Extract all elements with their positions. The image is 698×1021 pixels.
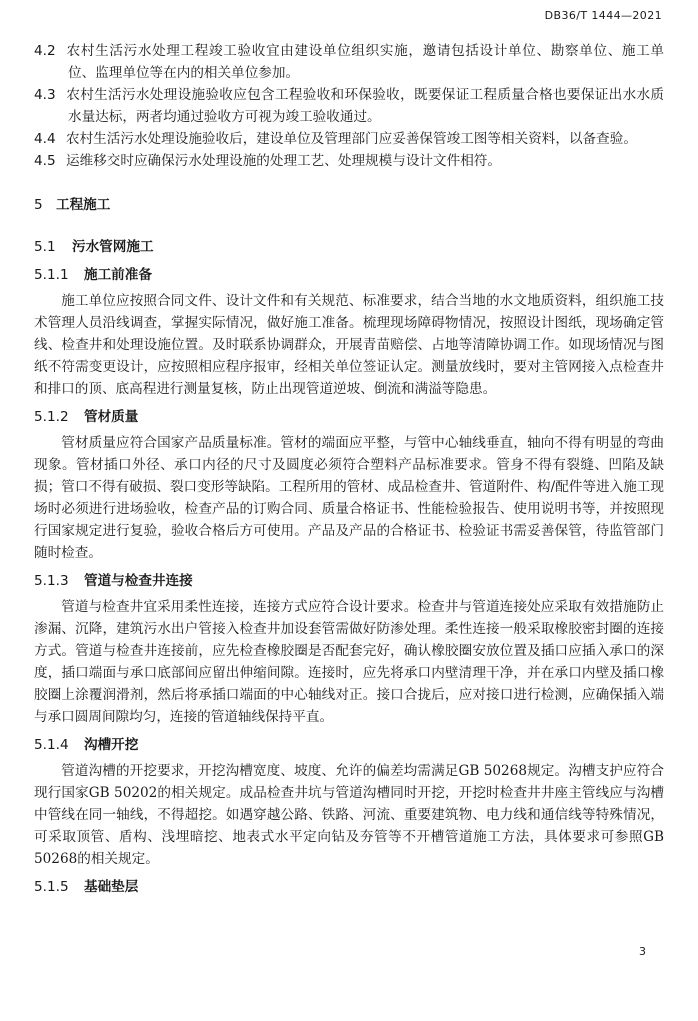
section-number: 5.1.1 — [34, 267, 69, 283]
paragraph-5-1-2: 管材质量应符合国家产品质量标准。管材的端面应平整，与管中心轴线垂直，轴向不得有明显的弯曲现象。管材插口外径、承口内径的尺寸及圆度必须符合塑料产品标准要求。管身不得有裂缝、凹陷及缺损；管口不得有破损、裂口变形等缺陷。工程所用的管材、成品检查井、管道附件、构/配件等进入施工现场时必须进行进场验收，检查产品的订购合同、质量合格证书、性能检验报告、使用说明书等，并按照现行国家规定进行复验，验收合格后方可使用。产品及产品的合格证书、检验证书需妥善保管，待监管部门随时检查。 — [34, 435, 664, 561]
page-body — [34, 40, 664, 902]
section-heading-5-1-3 — [34, 570, 664, 592]
section-title: 工程施工 — [56, 197, 111, 213]
section-number: 5.1.2 — [34, 409, 69, 425]
section-title: 管道与检查井连接 — [84, 573, 193, 589]
clause-text: 农村生活污水处理工程竣工验收宜由建设单位组织实施，邀请包括设计单位、勘察单位、施工单位、监理单位等在内的相关单位参加。 — [66, 43, 664, 81]
section-title: 沟槽开挖 — [84, 737, 139, 753]
clause-4-3 — [34, 84, 664, 128]
clause-4-2 — [34, 40, 664, 84]
clause-text: 农村生活污水处理设施验收应包含工程验收和环保验收，既要保证工程质量合格也要保证出水水质水量达标，两者均通过验收方可视为竣工验收通过。 — [66, 87, 664, 125]
section-heading-5 — [34, 194, 664, 216]
section-heading-5-1-4 — [34, 734, 664, 756]
section-title: 污水管网施工 — [72, 239, 154, 255]
clause-number: 4.5 — [34, 153, 56, 169]
section-number: 5.1.3 — [34, 573, 69, 589]
clause-number: 4.3 — [34, 87, 56, 103]
section-heading-5-1-5 — [34, 876, 664, 898]
section-number: 5.1.5 — [34, 879, 69, 895]
section-heading-5-1-2 — [34, 406, 664, 428]
page-number: 3 — [639, 945, 646, 958]
clause-text: 农村生活污水处理设施验收后，建设单位及管理部门应妥善保管竣工图等相关资料，以备查验。 — [66, 131, 637, 147]
clause-number: 4.4 — [34, 131, 56, 147]
section-number: 5.1 — [34, 239, 56, 255]
clause-number: 4.2 — [34, 43, 56, 59]
clause-4-4 — [34, 128, 664, 150]
clause-4-5 — [34, 150, 664, 172]
paragraph-5-1-4: 管道沟槽的开挖要求，开挖沟槽宽度、坡度、允许的偏差均需满足GB 50268规定。沟槽支护应符合现行国家GB 50202的相关规定。成品检查井坑与管道沟槽同时开挖，开挖时检查井井座主管线应与沟槽中管线在同一轴线，不得超挖。如遇穿越公路、铁路、河流、重要建筑物、电力线和通信线等特殊情况，可采取顶管、盾构、浅埋暗挖、地表式水平定向钻及夯管等不开槽管道施工方法，具体要求可参照GB 50268的相关规定。 — [34, 763, 664, 867]
section-number: 5.1.4 — [34, 737, 69, 753]
section-title: 基础垫层 — [84, 879, 139, 895]
paragraph-5-1-3: 管道与检查井宜采用柔性连接，连接方式应符合设计要求。检查井与管道连接处应采取有效措施防止渗漏、沉降，建筑污水出户管接入检查井加设套管需做好防渗处理。柔性连接一般采取橡胶密封圈的连接方式。管道与检查井连接前，应先检查橡胶圈是否配套完好，确认橡胶圈安放位置及插口应插入承口的深度，插口端面与承口底部间应留出伸缩间隙。连接时，应先将承口内壁清理干净，并在承口内壁及插口橡胶圈上涂覆润滑剂，然后将承插口端面的中心轴线对正。接口合拢后，应对接口进行检测，应确保插入端与承口圆周间隙均匀，连接的管道轴线保持平直。 — [34, 599, 664, 725]
document-code-header: DB36/T 1444—2021 — [544, 9, 662, 22]
section-title: 施工前准备 — [84, 267, 152, 283]
section-title: 管材质量 — [84, 409, 139, 425]
paragraph-5-1-1: 施工单位应按照合同文件、设计文件和有关规范、标准要求，结合当地的水文地质资料，组织施工技术管理人员沿线调查，掌握实际情况，做好施工准备。梳理现场障碍物情况，按照设计图纸，现场确定管线、检查井和处理设施位置。及时联系协调群众，开展青苗赔偿、占地等清障协调工作。如现场情况与图纸不符需变更设计，应按照相应程序报审，经相关单位签证认定。测量放线时，要对主管网接入点检查井和排口的顶、底高程进行测量复核，防止出现管道逆坡、倒流和满溢等隐患。 — [34, 293, 664, 397]
section-heading-5-1-1 — [34, 264, 664, 286]
section-heading-5-1 — [34, 236, 664, 258]
clause-text: 运维移交时应确保污水处理设施的处理工艺、处理规模与设计文件相符。 — [66, 153, 501, 169]
section-number: 5 — [34, 197, 43, 213]
